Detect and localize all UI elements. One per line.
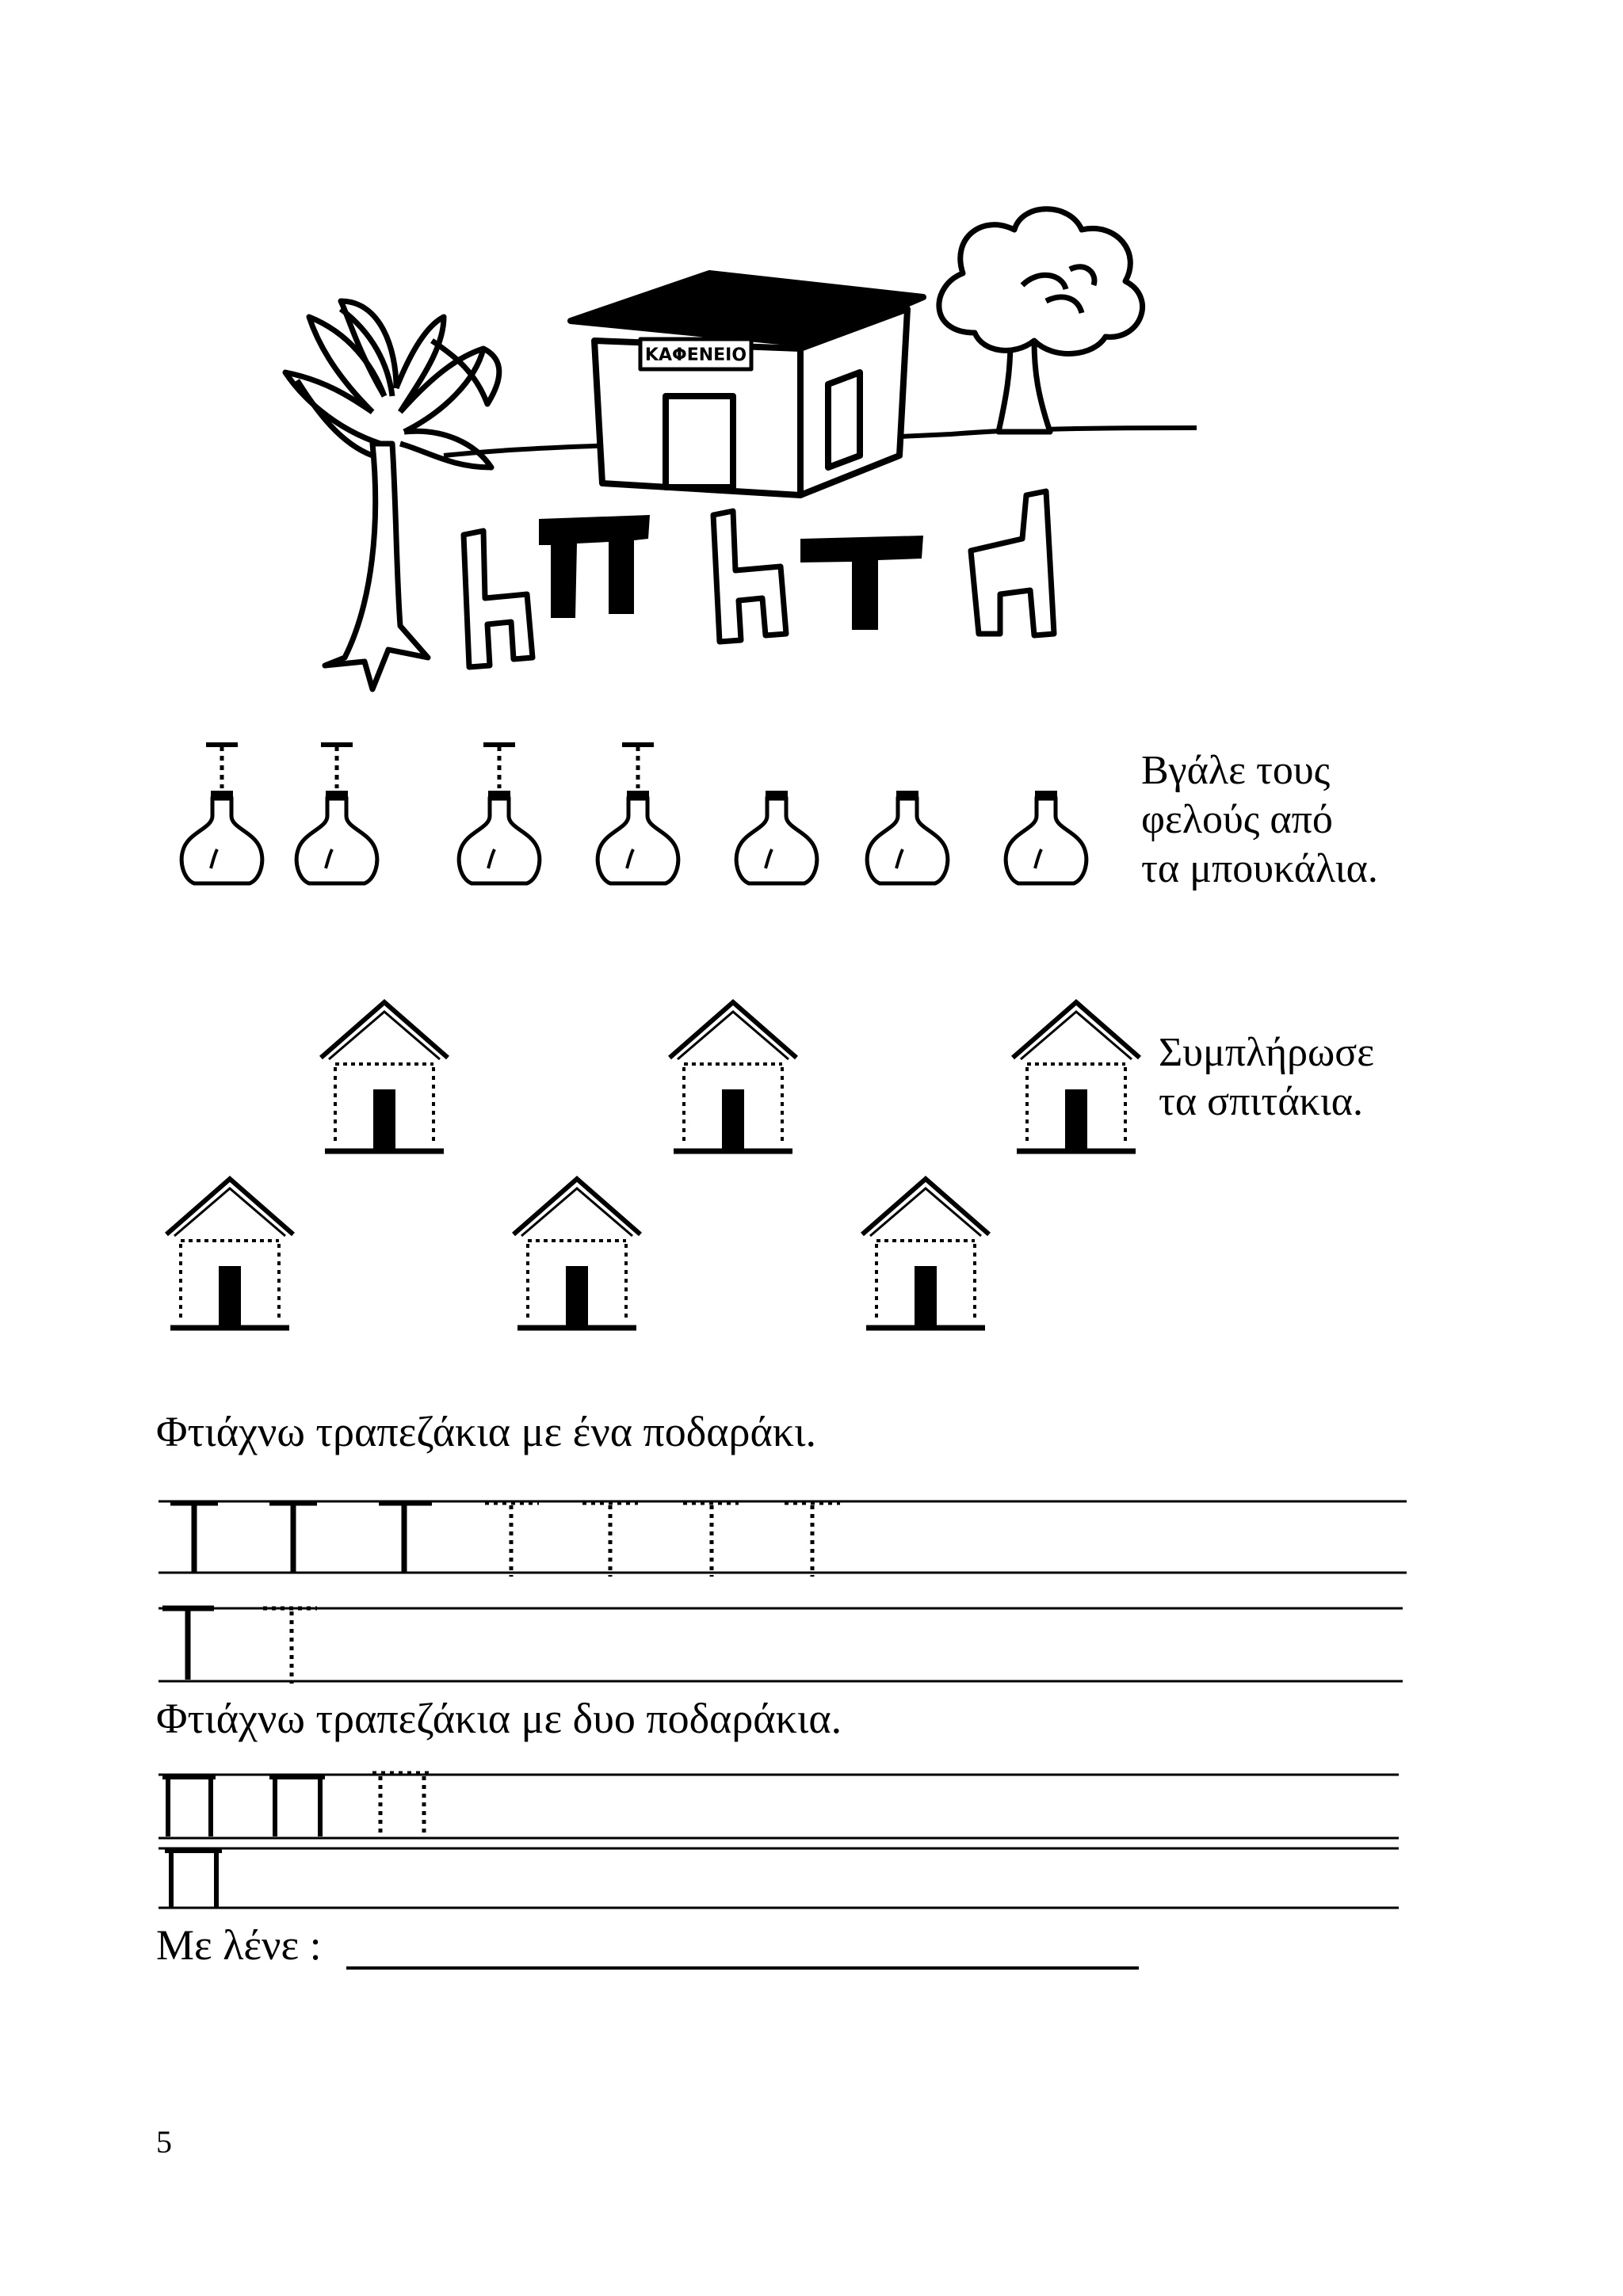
name-input-line[interactable]	[346, 1966, 1139, 1970]
bottle	[867, 791, 948, 883]
solid-pi	[269, 1777, 325, 1836]
name-label: Με λένε :	[156, 1921, 322, 1969]
bottle-with-cork	[598, 745, 678, 883]
cafe-scene-illustration	[0, 0, 1623, 713]
houses-exercise	[0, 990, 1157, 1347]
dotted-table	[582, 1503, 638, 1577]
dotted-table	[263, 1608, 317, 1684]
bottle-with-cork	[296, 745, 377, 883]
chair-1	[464, 531, 533, 667]
instruction-line: φελούς από	[1141, 797, 1333, 842]
solid-table	[379, 1503, 432, 1573]
bottles-instruction	[1141, 746, 1378, 894]
page-number: 5	[156, 2124, 172, 2160]
instruction-line: τα σπιτάκια.	[1159, 1079, 1363, 1124]
bottle-with-cork	[181, 745, 262, 883]
instruction-line: τα μπουκάλια.	[1141, 846, 1378, 891]
house	[321, 1002, 448, 1151]
house	[670, 1002, 796, 1151]
tree	[939, 209, 1143, 432]
bottles-exercise	[0, 729, 1125, 919]
chair-3	[971, 491, 1054, 635]
table-1	[539, 515, 650, 618]
instruction-line: Βγάλε τους	[1141, 748, 1331, 793]
solid-table	[269, 1503, 317, 1573]
house	[1013, 1002, 1140, 1151]
dotted-pi	[372, 1773, 432, 1838]
dotted-table	[485, 1503, 539, 1577]
cafe-sign-text: ΚΑΦΕΝΕΙΟ	[644, 345, 747, 365]
cafe-building	[571, 273, 923, 495]
bottle-with-cork	[459, 745, 540, 883]
bottle	[1006, 791, 1086, 883]
house	[862, 1179, 989, 1328]
instruction-line: Συμπλήρωσε	[1159, 1030, 1375, 1075]
two-legs-heading: Φτιάχνω τραπεζάκια με δυο ποδαράκια.	[156, 1695, 842, 1742]
two-legs-practice-lines	[0, 1759, 1623, 1933]
dotted-table	[683, 1503, 739, 1577]
house	[166, 1179, 293, 1328]
table-2	[800, 536, 923, 630]
dotted-table	[785, 1503, 840, 1577]
chair-2	[713, 511, 786, 642]
houses-instruction	[1159, 1028, 1374, 1127]
one-leg-practice-lines	[0, 1489, 1623, 1688]
solid-pi	[162, 1777, 216, 1836]
solid-table	[170, 1503, 218, 1573]
solid-table	[162, 1608, 214, 1680]
house	[514, 1179, 640, 1328]
solid-pi	[165, 1851, 222, 1908]
one-leg-heading: Φτιάχνω τραπεζάκια με ένα ποδαράκι.	[156, 1408, 817, 1455]
bottle	[736, 791, 817, 883]
